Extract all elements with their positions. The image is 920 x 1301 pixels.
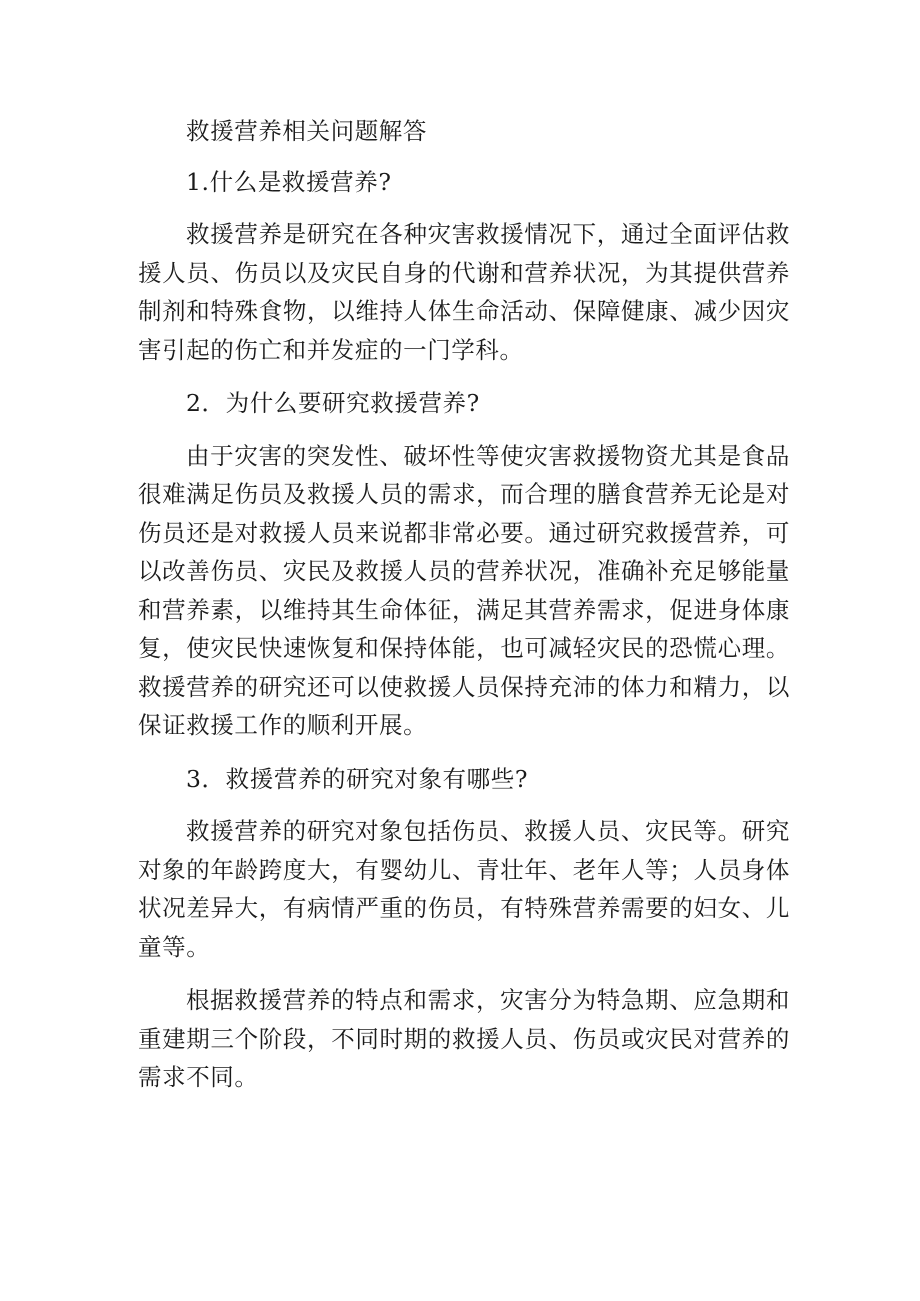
answer-1: 救援营养是研究在各种灾害救援情况下，通过全面评估救援人员、伤员以及灾民自身的代谢和营养状况，为其提供营养制剂和特殊食物，以维持人体生命活动、保障健康、减少因灾害引起的伤亡和并发症的一门学科。 xyxy=(138,220,790,364)
answer-3: 救援营养的研究对象包括伤员、救援人员、灾民等。研究对象的年龄跨度大，有婴幼儿、青壮年、老年人等；人员身体状况差异大，有病情严重的伤员，有特殊营养需要的妇女、儿童等。 xyxy=(138,817,790,961)
question-2: 2．为什么要研究救援营养? xyxy=(186,389,480,417)
answer-2: 由于灾害的突发性、破坏性等使灾害救援物资尤其是食品很难满足伤员及救援人员的需求，而合理的膳食营养无论是对伤员还是对救援人员来说都非常必要。通过研究救援营养，可以改善伤员、灾民及救援人员的营养状况，准确补充足够能量和营养素，以维持其生命体征，满足其营养需求，促进身体康复，使灾民快速恢复和保持体能，也可减轻灾民的恐慌心理。救援营养的研究还可以使救援人员保持充沛的体力和精力，以保证救援工作的顺利开展。 xyxy=(138,441,790,739)
question-3: 3．救援营养的研究对象有哪些? xyxy=(186,764,529,793)
question-1: 1.什么是救援营养? xyxy=(186,167,392,196)
document-body xyxy=(138,112,790,1112)
answer-3-extra: 根据救援营养的特点和需求，灾害分为特急期、应急期和重建期三个阶段，不同时期的救援人员、伤员或灾民对营养的需求不同。 xyxy=(138,986,790,1091)
document-title: 救援营养相关问题解答 xyxy=(186,117,427,145)
